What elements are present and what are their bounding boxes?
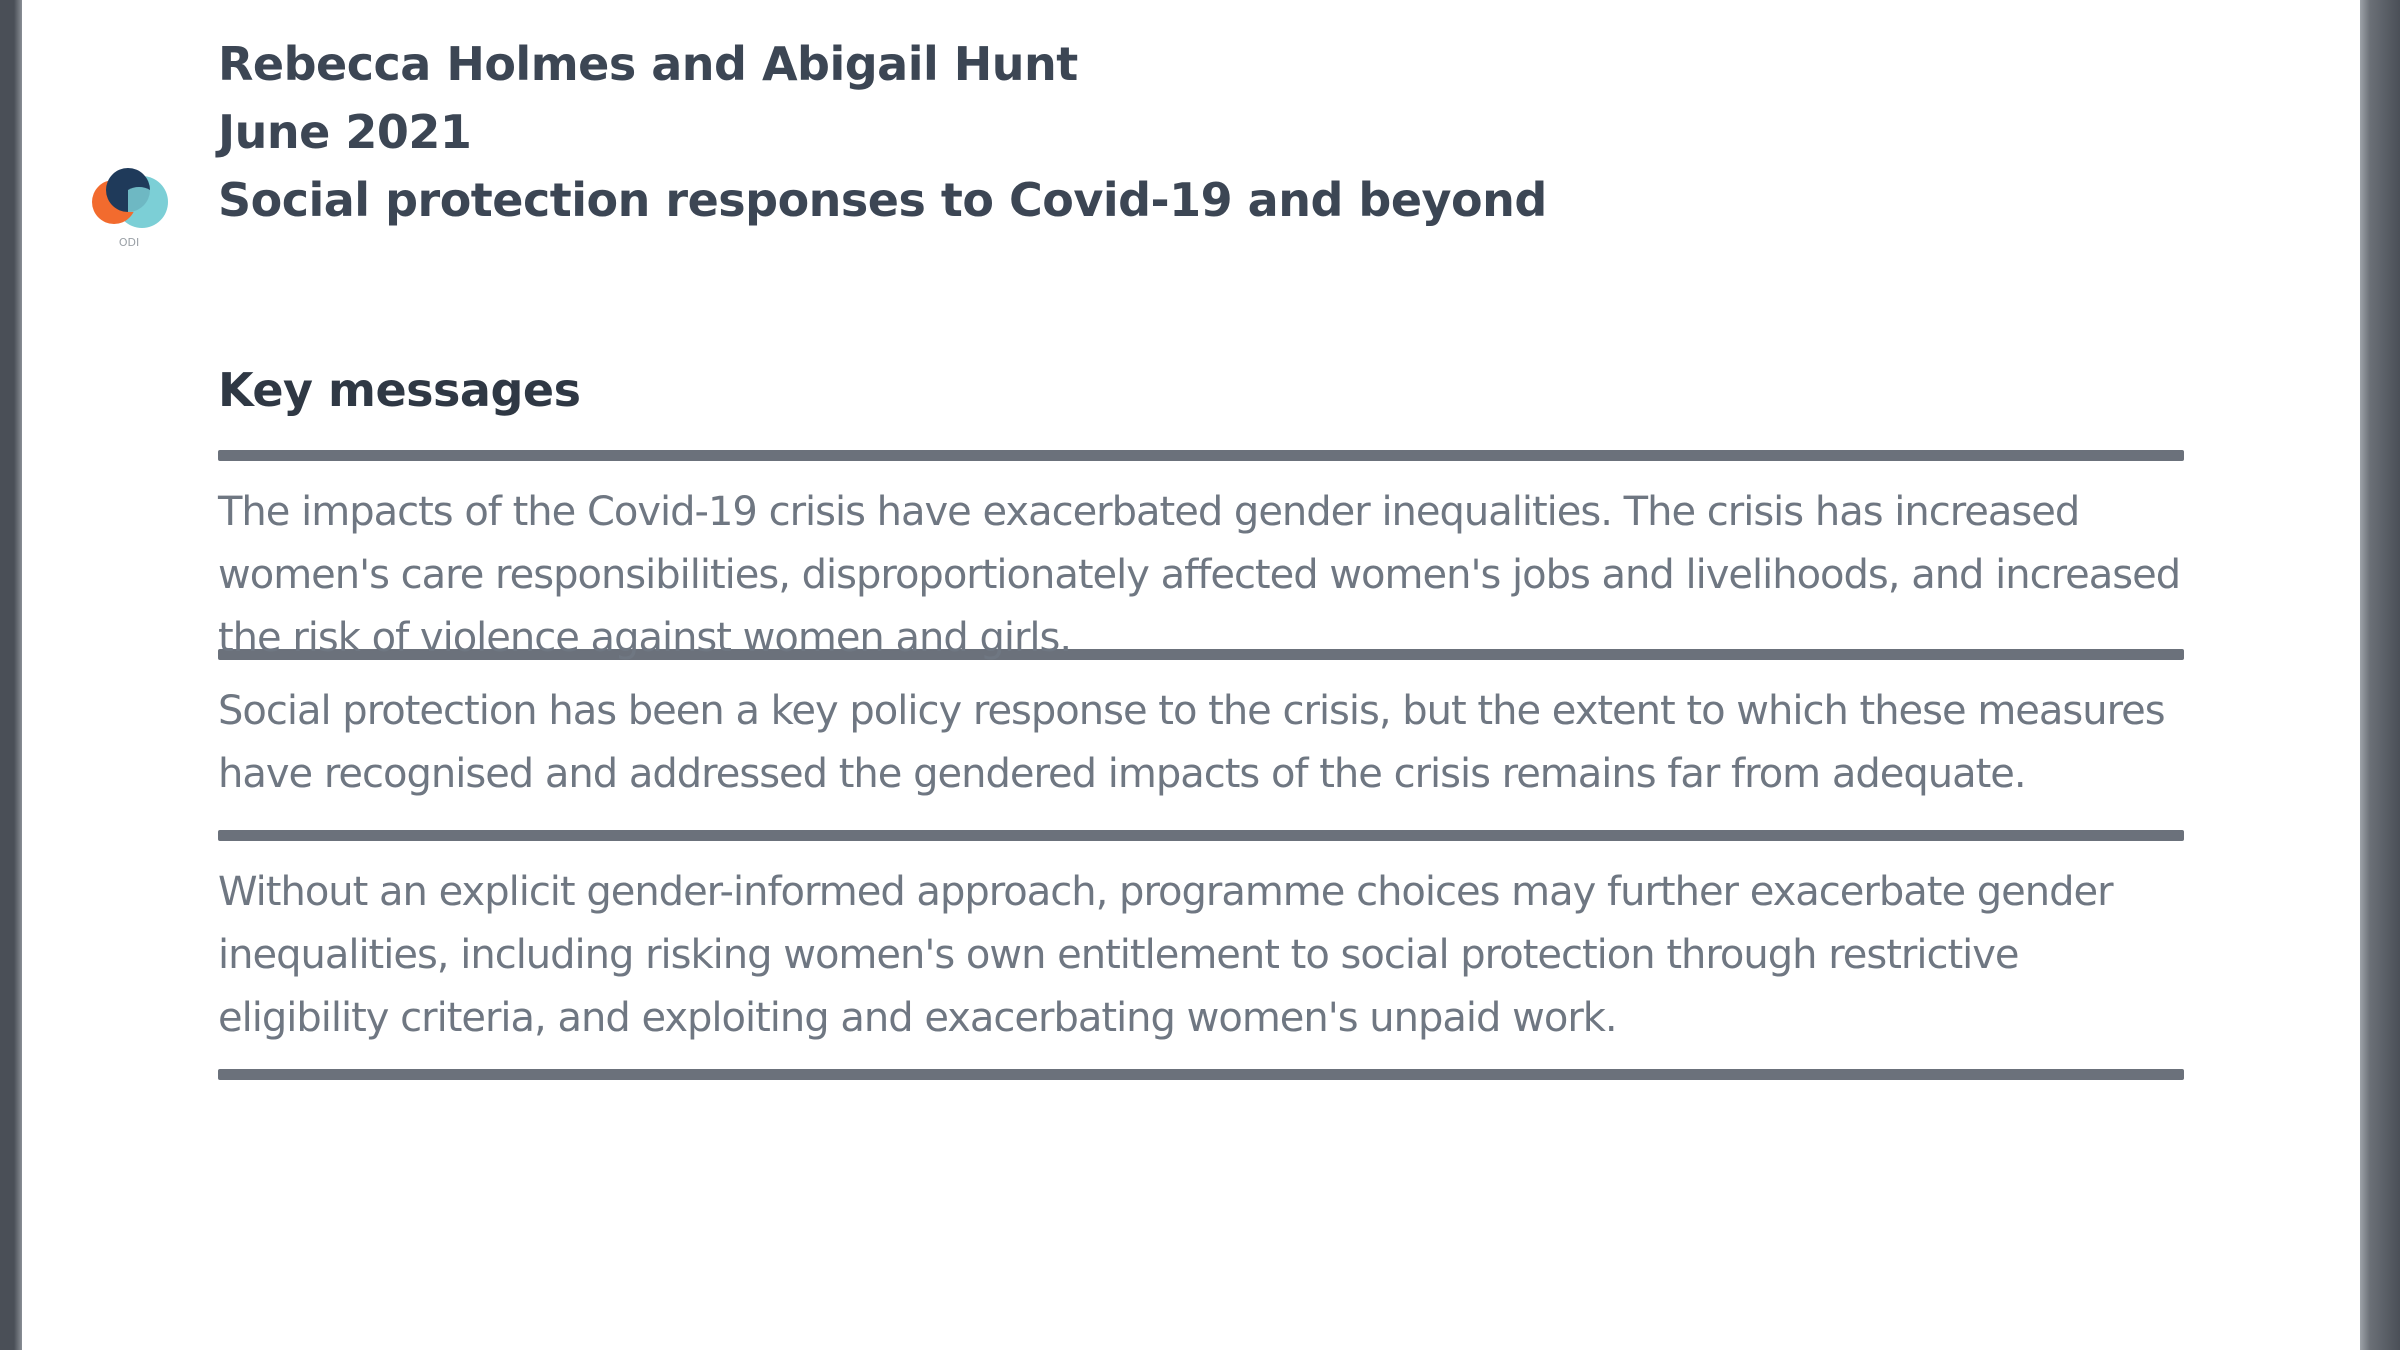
key-messages-list	[218, 450, 2184, 1080]
key-message: Social protection has been a key policy response to the crisis, but the extent to which these measures have recognised and addressed the gendered impacts of the crisis remains far from adequate.	[218, 688, 2165, 797]
divider	[218, 1069, 2184, 1080]
document-title: Social protection responses to Covid-19 and beyond	[218, 173, 1547, 227]
key-message: Without an explicit gender-informed approach, programme choices may further exacerbate gender inequalities, including risking women's own entitlement to social protection through restrictive eligibility criteria, and exploiting and exacerbating women's unpaid work.	[218, 869, 2113, 1041]
divider	[218, 830, 2184, 841]
key-message: The impacts of the Covid-19 crisis have exacerbated gender inequalities. The crisis has increased women's care responsibilities, disproportionately affected women's jobs and livelihoods, and increased the risk of violence against women and girls.	[218, 489, 2181, 661]
document-page	[22, 0, 2360, 1350]
viewer-left-edge	[14, 0, 22, 1350]
key-messages-heading: Key messages	[218, 363, 581, 417]
divider	[218, 450, 2184, 461]
document-header	[218, 30, 2018, 234]
odi-logo-icon	[84, 158, 174, 253]
logo-caption: ODI	[118, 236, 140, 249]
publication-date: June 2021	[218, 105, 472, 159]
odi-logo-graphic	[84, 158, 174, 236]
authors: Rebecca Holmes and Abigail Hunt	[218, 37, 1078, 91]
viewer-right-edge	[2360, 0, 2400, 1350]
